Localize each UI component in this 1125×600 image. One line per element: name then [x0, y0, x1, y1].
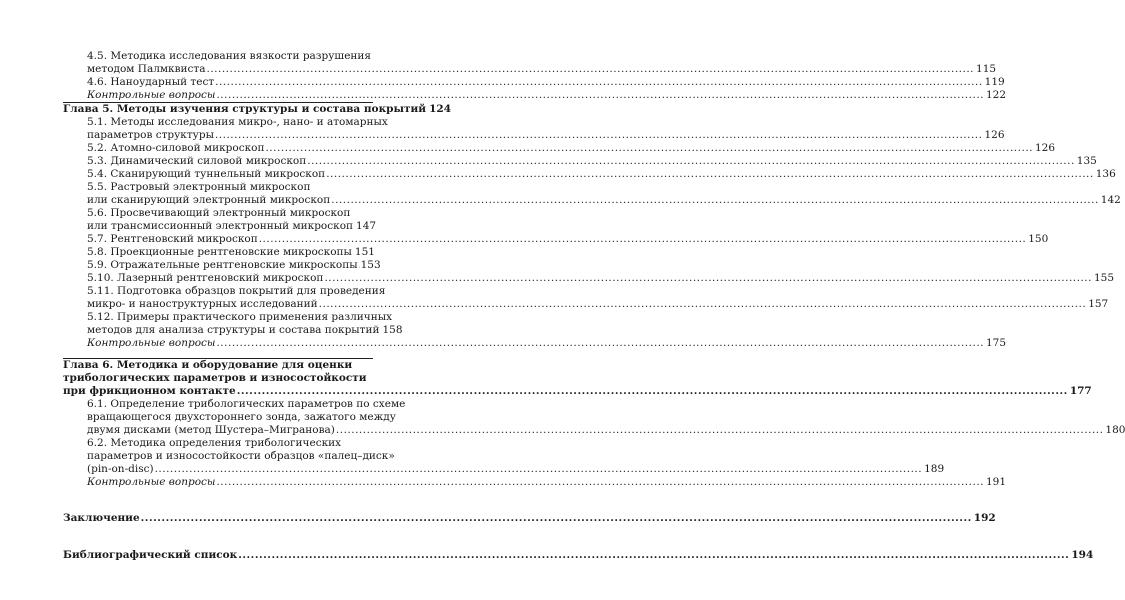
toc-entry-title: методов для анализа структуры и состава покрытий — [87, 324, 380, 336]
dot-leader — [215, 337, 985, 350]
toc-page-number: 150 — [1028, 233, 1049, 245]
dot-leader — [236, 385, 1069, 398]
toc-entry-title: (pin-on-disc) — [87, 463, 154, 475]
toc-entry-title: Контрольные вопросы — [87, 337, 216, 349]
toc-page-number: 189 — [924, 463, 945, 475]
toc-page-number: 191 — [986, 476, 1007, 488]
toc-entry-title: вращающегося двухстороннего зонда, зажатого между — [87, 411, 396, 423]
toc-entry-title: 6.1. Определение трибологических параметров по схеме — [87, 398, 406, 410]
toc-page-number: 135 — [1076, 155, 1097, 167]
dot-leader — [215, 89, 985, 102]
dot-leader — [214, 76, 984, 89]
toc-page-number: 192 — [973, 512, 996, 524]
dot-leader — [205, 63, 975, 76]
toc-entry — [63, 437, 945, 476]
dot-leader — [140, 512, 973, 525]
table-of-contents — [63, 50, 1125, 562]
dot-leader — [258, 233, 1028, 246]
toc-entry-title: 4.6. Наноударный тест — [87, 76, 215, 88]
toc-entry-title: или трансмиссионный электронный микроскоп — [87, 220, 354, 232]
toc-entry — [63, 50, 997, 76]
dot-leader — [215, 476, 985, 489]
toc-entry-title: Заключение — [63, 512, 140, 524]
toc-entry-title: микро- и наноструктурных исследований — [87, 298, 318, 310]
toc-entry — [63, 181, 1121, 207]
toc-entry — [63, 272, 1115, 285]
toc-entry-title: или сканирующий электронный микроскоп — [87, 194, 331, 206]
dot-leader — [325, 168, 1095, 181]
toc-entry — [63, 476, 1007, 489]
toc-page-number: 115 — [976, 63, 997, 75]
toc-entry-title: при фрикционном контакте — [63, 385, 236, 397]
toc-entry-title: 5.5. Растровый электронный микроскоп — [87, 181, 311, 193]
toc-page-number: 151 — [354, 246, 375, 258]
toc-entry-title: 4.5. Методика исследования вязкости разрушения — [87, 50, 372, 62]
toc-entry — [63, 246, 373, 259]
toc-page-number: 126 — [1035, 142, 1056, 154]
toc-entry — [63, 207, 377, 233]
toc-page-number: 124 — [429, 103, 452, 115]
toc-page-number: 119 — [984, 76, 1005, 88]
toc-entry — [63, 155, 1097, 168]
toc-entry-title: методом Палмквиста — [87, 63, 206, 75]
dot-leader — [154, 463, 924, 476]
toc-entry-title: трибологических параметров и износостойкости — [63, 372, 367, 384]
toc-entry-title: 5.3. Динамический силовой микроскоп — [87, 155, 307, 167]
dot-leader — [323, 272, 1093, 285]
toc-page-number: 175 — [986, 337, 1007, 349]
dot-leader — [306, 155, 1076, 168]
toc-entry — [63, 259, 381, 272]
toc-page-number: 153 — [360, 259, 381, 271]
toc-page-number: 177 — [1069, 385, 1092, 397]
toc-entry-title: 5.10. Лазерный рентгеновский микроскоп — [87, 272, 324, 284]
toc-entry-title: параметров структуры — [87, 129, 214, 141]
toc-entry — [63, 76, 1005, 89]
dot-leader — [237, 549, 1070, 562]
toc-entry — [63, 233, 1049, 246]
dot-leader — [318, 298, 1088, 311]
toc-page-number: 157 — [1088, 298, 1109, 310]
toc-page-number: 180 — [1105, 424, 1125, 436]
toc-entry-title: Библиографический список — [63, 549, 238, 561]
toc-page-number: 194 — [1071, 549, 1094, 561]
toc-page-number: 122 — [986, 89, 1007, 101]
toc-page-number: 142 — [1100, 194, 1121, 206]
toc-entry-title: 5.2. Атомно-силовой микроскоп — [87, 142, 265, 154]
toc-entry-title: 5.7. Рентгеновский микроскоп — [87, 233, 258, 245]
toc-entry-title: параметров и износостойкости образцов «палец–диск» — [87, 450, 395, 462]
dot-leader — [214, 129, 984, 142]
toc-entry — [63, 285, 1109, 311]
toc-page-number: 147 — [356, 220, 377, 232]
toc-entry — [63, 337, 1007, 350]
toc-entry-title: 5.11. Подготовка образцов покрытий для проведения — [87, 285, 386, 297]
toc-entry — [63, 398, 1125, 437]
toc-page-number: 155 — [1093, 272, 1115, 284]
toc-entry — [63, 89, 1007, 102]
toc-entry — [63, 358, 1092, 398]
toc-entry-title: двумя дисками (метод Шустера–Мигранова) — [87, 424, 335, 436]
toc-page-number: 126 — [984, 129, 1005, 141]
dot-leader — [264, 142, 1034, 155]
dot-leader — [335, 424, 1105, 437]
toc-entry-title: 5.12. Примеры практического применения различных — [87, 311, 393, 323]
toc-entry — [63, 311, 403, 337]
toc-entry — [63, 102, 452, 116]
toc-entry-title: 5.6. Просвечивающий электронный микроскоп — [87, 207, 351, 219]
toc-entry — [63, 142, 1056, 155]
toc-entry — [63, 512, 996, 525]
toc-entry-title: 5.8. Проекционные рентгеновские микроскопы — [87, 246, 352, 258]
toc-entry — [63, 168, 1116, 181]
toc-entry — [63, 116, 1005, 142]
toc-page-number: 158 — [382, 324, 403, 336]
toc-entry-title: Глава 6. Методика и оборудование для оценки — [63, 359, 353, 371]
toc-page-number: 136 — [1095, 168, 1116, 180]
toc-entry-title: 5.1. Методы исследования микро-, нано- и атомарных — [87, 116, 388, 128]
toc-entry-title: 5.4. Сканирующий туннельный микроскоп — [87, 168, 326, 180]
toc-entry-title: 6.2. Методика определения трибологических — [87, 437, 342, 449]
toc-entry-title: Глава 5. Методы изучения структуры и состава покрытий — [63, 103, 427, 115]
toc-entry-title: Контрольные вопросы — [87, 476, 216, 488]
toc-entry-title: 5.9. Отражательные рентгеновские микроскопы — [87, 259, 358, 271]
toc-entry-title: Контрольные вопросы — [87, 89, 216, 101]
toc-entry — [63, 549, 1094, 562]
dot-leader — [330, 194, 1100, 207]
